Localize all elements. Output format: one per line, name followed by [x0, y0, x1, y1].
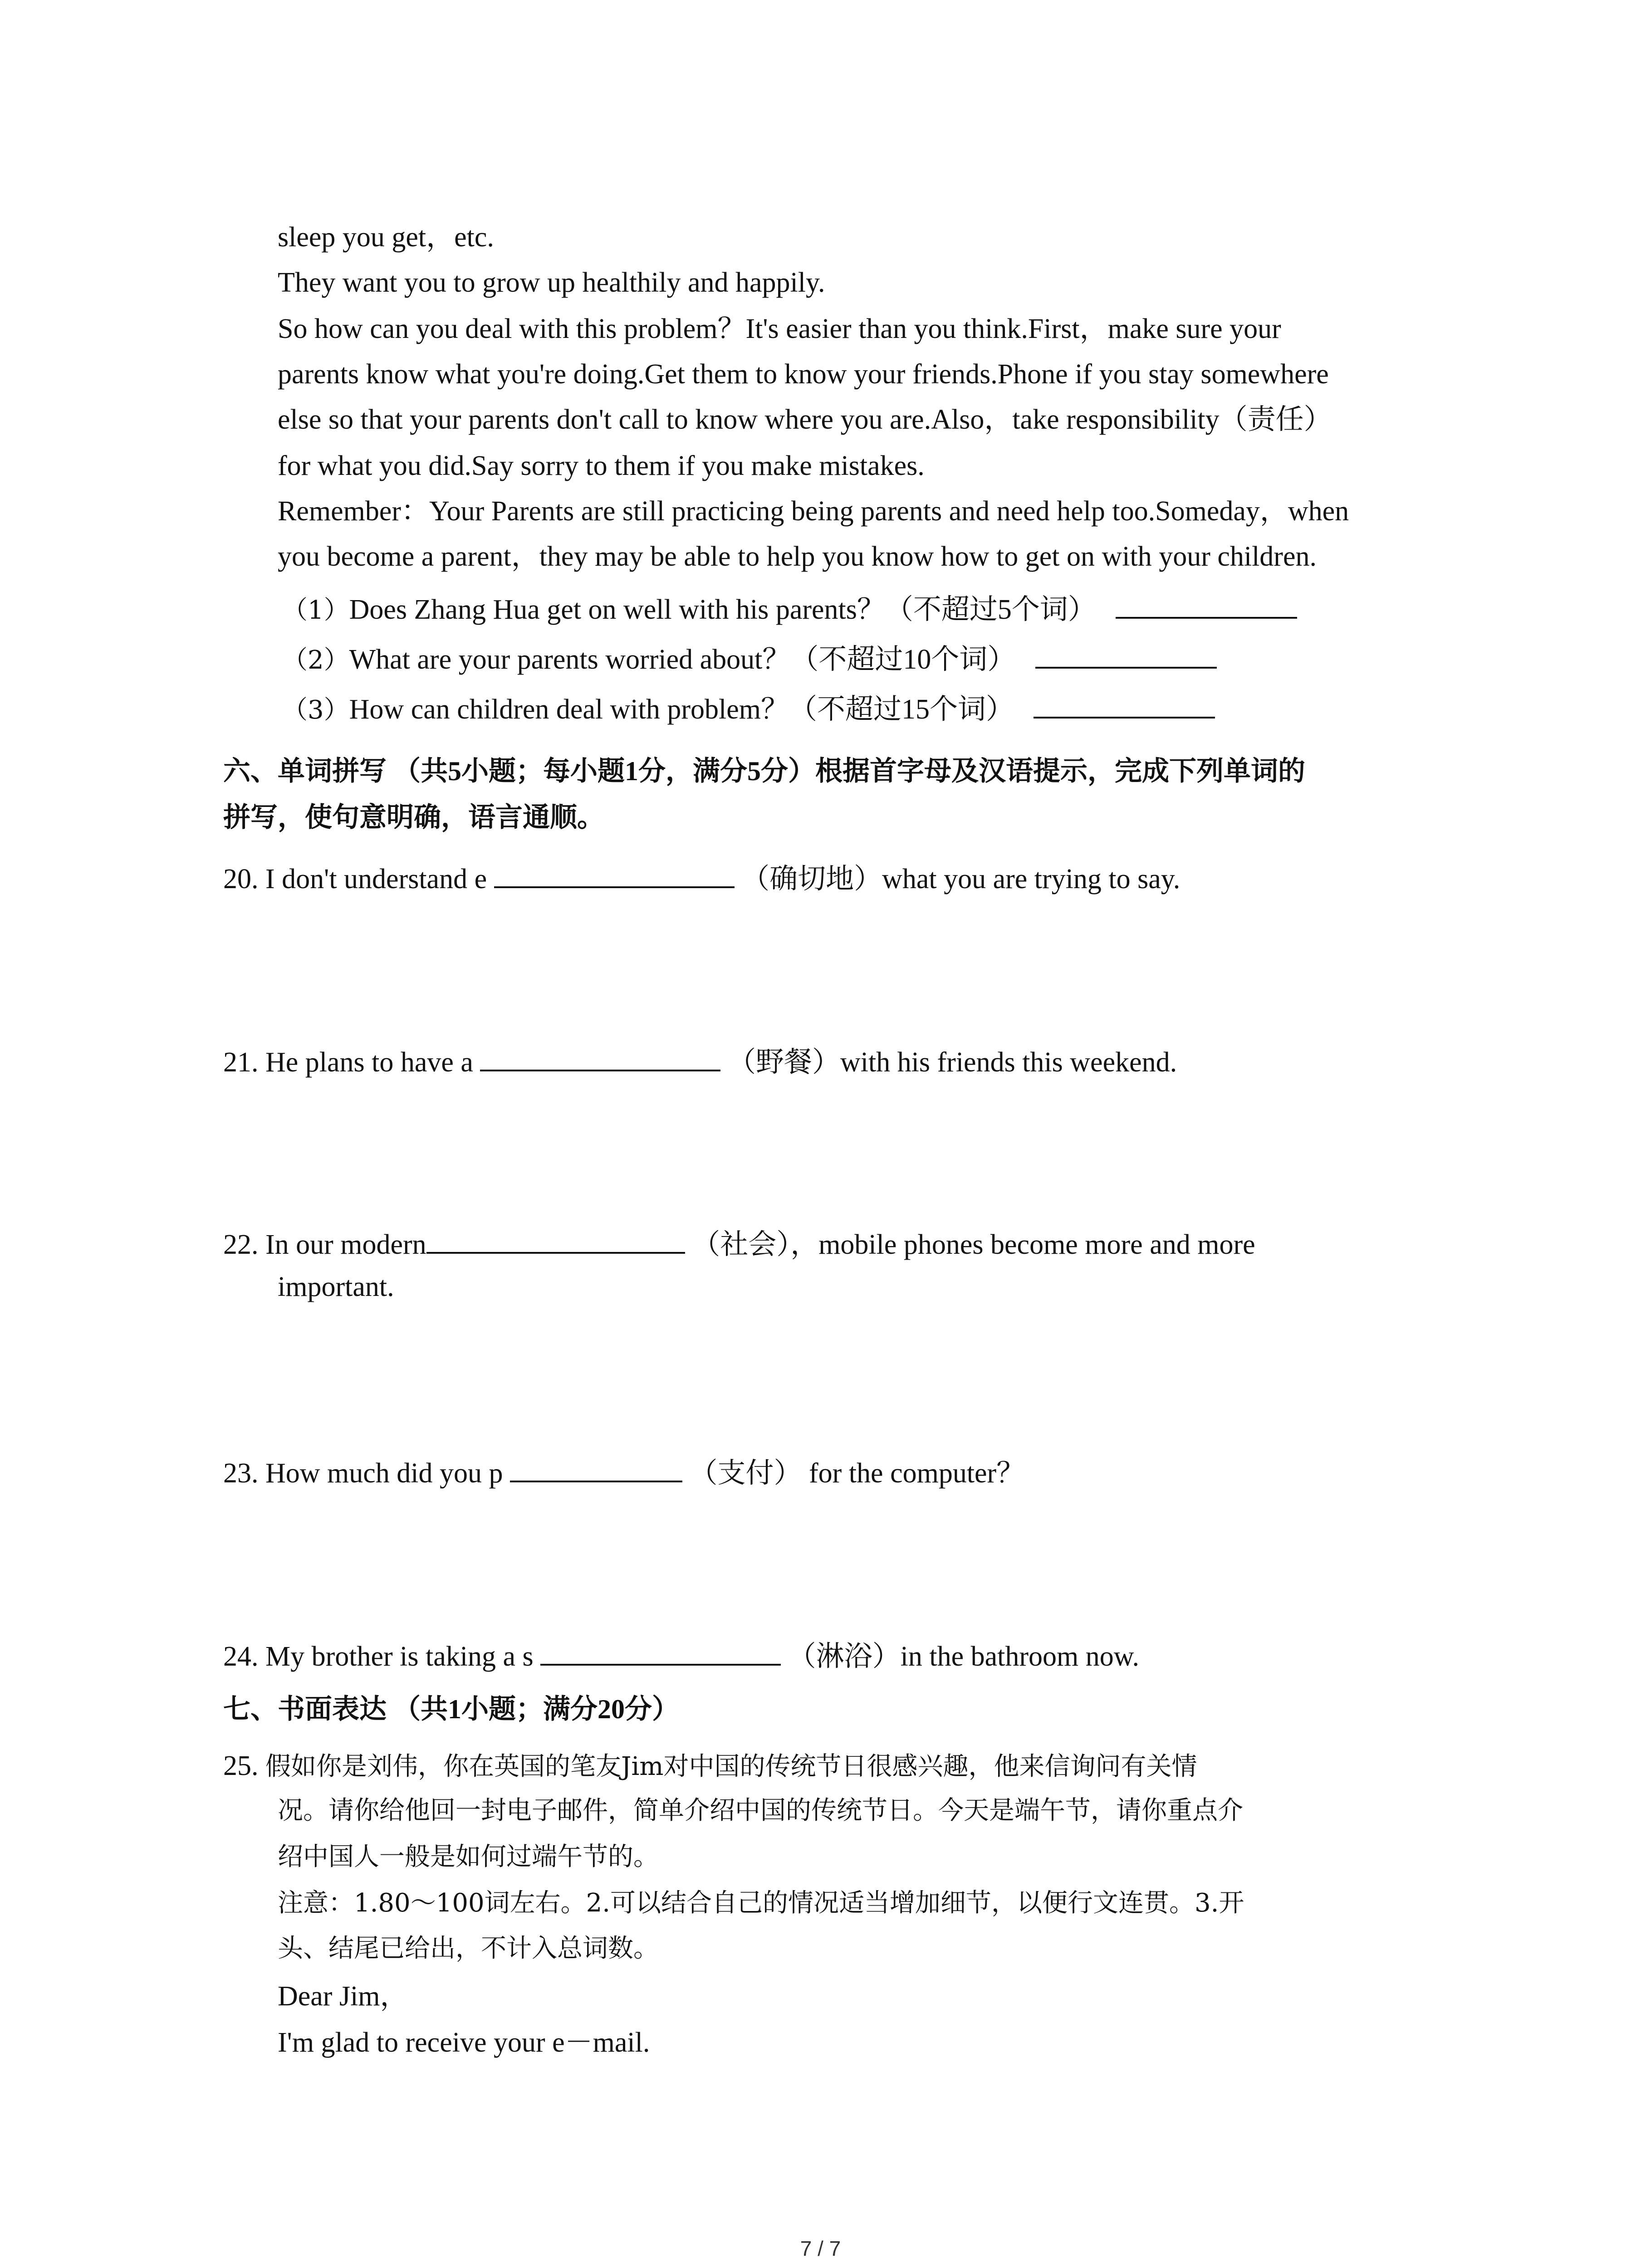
question-number: （3）	[282, 695, 349, 725]
spelling-item-22	[223, 1227, 1255, 1259]
item-number: 25.	[223, 1750, 259, 1781]
item-text-after: （支付） for the computer？	[689, 1458, 1025, 1489]
letter-greeting: Dear Jim，	[278, 1981, 408, 2012]
passage-line: sleep you get，etc.	[278, 222, 494, 253]
item-text-before: My brother is taking a s	[265, 1641, 534, 1672]
question-text: How can children deal with problem？（不超过15个词）	[349, 694, 1014, 725]
spelling-item-21	[223, 1044, 1177, 1076]
question-text: Does Zhang Hua get on well with his parents？（不超过5个词）	[349, 594, 1096, 625]
answer-blank[interactable]	[1116, 591, 1297, 619]
spelling-item-22-cont: important.	[278, 1271, 394, 1302]
passage-line: for what you did.Say sorry to them if you make mistakes.	[278, 450, 925, 481]
writing-item-25	[223, 1752, 1197, 1780]
writing-note-line: 注意：1.80～100词左右。2.可以结合自己的情况适当增加细节，以便行文连贯。3.开	[278, 1888, 1244, 1918]
spelling-item-23	[223, 1455, 1024, 1487]
passage-line: else so that your parents don't call to know where you are.Also，take responsibility（责任）	[278, 404, 1332, 435]
writing-prompt-line: 况。请你给他回一封电子邮件，简单介绍中国的传统节日。今天是端午节，请你重点介	[278, 1796, 1243, 1825]
spelling-item-20	[223, 861, 1180, 893]
passage-line: Remember：Your Parents are still practicing being parents and need help too.Someday，when	[278, 496, 1349, 527]
answer-blank[interactable]	[540, 1638, 781, 1666]
passage-line: you become a parent，they may be able to help you know how to get on with your children.	[278, 541, 1317, 572]
reading-question-1	[282, 591, 1297, 624]
answer-blank[interactable]	[510, 1455, 682, 1482]
answer-blank[interactable]	[1034, 691, 1215, 719]
item-text-after: （野餐）with his friends this weekend.	[727, 1047, 1177, 1078]
passage-line: They want you to grow up healthily and happily.	[278, 267, 825, 298]
item-text-after: （淋浴）in the bathroom now.	[788, 1641, 1139, 1672]
item-number: 24.	[223, 1641, 259, 1672]
item-text-before: He plans to have a	[265, 1047, 473, 1078]
item-number: 21.	[223, 1047, 259, 1078]
answer-blank[interactable]	[1035, 641, 1217, 669]
spelling-item-24	[223, 1638, 1139, 1671]
passage-line: parents know what you're doing.Get them to know your friends.Phone if you stay somewhere	[278, 359, 1329, 390]
item-number: 22.	[223, 1229, 259, 1260]
item-text-after: （确切地）what you are trying to say.	[741, 864, 1181, 894]
question-number: （2）	[282, 645, 349, 675]
question-number: （1）	[282, 596, 349, 625]
item-number: 20.	[223, 864, 259, 894]
answer-blank[interactable]	[480, 1044, 720, 1071]
writing-prompt: 假如你是刘伟，你在英国的笔友Jim对中国的传统节日很感兴趣，他来信询问有关情	[265, 1752, 1197, 1781]
item-text-before: In our modern	[265, 1229, 426, 1260]
page-number: 7 / 7	[800, 2237, 841, 2260]
item-text-before: I don't understand e	[265, 864, 487, 894]
passage-line: So how can you deal with this problem？It's easier than you think.First，make sure your	[278, 313, 1281, 344]
item-number: 23.	[223, 1458, 259, 1489]
writing-note-line: 头、结尾已给出，不计入总词数。	[278, 1934, 659, 1963]
item-text-before: How much did you p	[265, 1458, 503, 1489]
section-7-title: 七、书面表达 （共1小题；满分20分）	[223, 1694, 679, 1724]
writing-prompt-line: 绍中国人一般是如何过端午节的。	[278, 1842, 659, 1872]
item-text-after: （社会），mobile phones become more and more	[692, 1229, 1255, 1260]
letter-opening: I'm glad to receive your e－mail.	[278, 2027, 650, 2058]
reading-question-3	[282, 691, 1215, 723]
answer-blank[interactable]	[494, 861, 735, 888]
question-text: What are your parents worried about？（不超过10个词）	[349, 644, 1016, 675]
section-6-title-cont: 拼写，使句意明确，语言通顺。	[223, 802, 604, 832]
reading-question-2	[282, 641, 1217, 674]
answer-blank[interactable]	[426, 1227, 685, 1254]
section-6-title: 六、单词拼写 （共5小题；每小题1分，满分5分）根据首字母及汉语提示，完成下列单词的	[223, 756, 1305, 786]
